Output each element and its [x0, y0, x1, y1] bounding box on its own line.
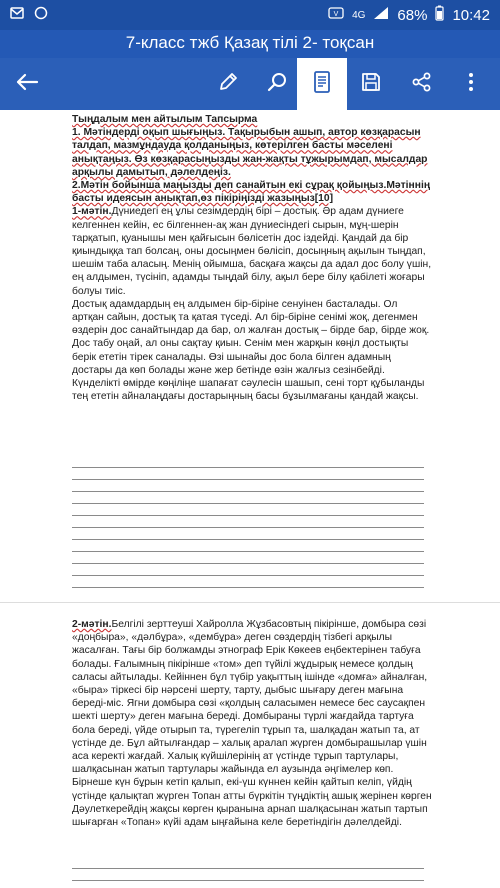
task-item-2: 2.Мәтін бойынша маңызды деп санайтын екі сұрақ қойыңыз.Мәтіннің басты идеясын анықтап,өз пікіріңізді жазыңыз[10] [72, 180, 431, 205]
battery-percent: 68% [397, 6, 428, 24]
page-separator [0, 602, 500, 603]
volte-icon [328, 6, 344, 24]
answer-line [72, 575, 424, 576]
answer-line [72, 467, 424, 468]
answer-line [72, 539, 424, 540]
answer-line [72, 515, 424, 516]
status-right [328, 5, 490, 25]
document-page-top [72, 113, 432, 403]
text1-paragraph-2: Достық адамдардың ең алдымен бір-біріне сенуінен басталады. Ол артқан сайын, достық та қатая түседі. Ал бір-біріне сенімі жоқ, дегенмен өздерін дос санайтындар да бар, ол жалған достық – бірде бар, бірде жоқ. [72, 298, 430, 337]
text2-label: 2-мәтін. [72, 619, 112, 630]
battery-icon [435, 5, 444, 25]
edit-button[interactable] [203, 58, 253, 110]
answer-lines-2 [72, 868, 424, 888]
answer-line [72, 479, 424, 480]
document-title: 7-класс тжб Қазақ тілі 2- тоқсан [0, 30, 500, 58]
clock: 10:42 [452, 6, 490, 24]
search-icon [266, 71, 288, 98]
save-icon [360, 71, 382, 98]
share-button[interactable] [397, 58, 447, 110]
save-button[interactable] [346, 58, 396, 110]
text1-paragraph-1 [72, 205, 432, 297]
share-icon [411, 71, 433, 98]
answer-line [72, 527, 424, 528]
status-left [10, 6, 48, 25]
document-view[interactable] [0, 110, 500, 888]
answer-lines-1 [72, 467, 424, 599]
back-button[interactable] [2, 58, 52, 110]
signal-icon [373, 6, 389, 24]
answer-line [72, 868, 424, 869]
answer-line [72, 880, 424, 881]
notification-icon [10, 6, 24, 25]
answer-line [72, 587, 424, 588]
task-heading: Тыңдалым мен айтылым Тапсырма [72, 114, 258, 125]
search-button[interactable] [252, 58, 302, 110]
svg-text:V: V [333, 11, 339, 18]
notification-icon-2 [34, 6, 48, 25]
toolbar [0, 58, 500, 110]
text1-body-1: Дүниедегі ең ұлы сезімдердің бірі – достық. Әр адам дүниеге келгеннен кейін, ес білгеннен-ақ жан дүниесіндегі сырын, мұң-шерін тарқатып, қуанышы мен қайғысын бөлісетін дос іздейді. Қандай да бір қиындыққа тап болсаң, оны досыңмен бөлісіп, досыңның ақылын тыңдап, шешім таба аласың. Менің ойымша, басқаға жақсы да адал дос болу үшін, ең алдымен, түсініп, адамды тыңдай білу, ақыл бере білу қабілеті жоғары болуы тиіс. [72, 206, 432, 297]
status-bar [0, 0, 500, 30]
document-page-bottom [72, 618, 432, 829]
answer-line [72, 491, 424, 492]
reading-view-icon [312, 70, 332, 99]
text1-paragraph-3: Дос табу оңай, ал оны сақтау қиын. Сенім мен жарқын көңіл достықты берік ететін тірек саналады. Өзі шынайы дос бола білген адамның достары да көп болады және жер бетінде өзін жалғыз сезінбейді. Күнделікті өмірде көңіліңе шапағат сәулесін шашып, сені торт құбыланды тең ететін айналаңдағы достарыңның басы бұзылмағаны қандай жақсы. [72, 338, 425, 403]
text1-label: 1-мәтін. [72, 206, 112, 218]
answer-line [72, 503, 424, 504]
back-arrow-icon [15, 72, 39, 97]
more-button[interactable] [446, 58, 496, 110]
answer-line [72, 551, 424, 552]
more-vertical-icon [467, 71, 475, 98]
text2-body: Белгілі зерттеуші Хайролла Жұзбасовтың пікірінше, домбыра сөзі «доңбыра», «дəлбұра», «дембұра» деген сөздердің тізбегі арқылы жасалған. Тағы бір болжамды этнограф Ерік Көкеев еңбектерінен табуға болады. Ғалымның пікірінше «том» деп түйілі жұдырық немесе қолдың саласы айтылады. Кейіннен бұл түбір уақыттың ішінде «домға» айналған, «быра» тіркесі бір нәрсені шерту, тарту, дыбыс шығару деген мағына береді-міс. Ягни домбыра сөзі «қолдың саласымен немесе бес саусақпен шекті шерту» деген мағына береді. Домбыраны түрлі жағдайда тартуға бола береді, үйде отырып та, түрегеліп тұрып та, шалқадан жатып та, ат үстінде де. Бұл айтылғандар – халық аралап жүрген домбырашылар үшін аса керекті жағдай. Халық күйшілерінің ат үстінде тұрып тартулары, шалқасынан жатып тартулары жайында ел аузында әңгімелер көп. Бірнеше күн бұрын кетіп қалып, екі-үш күннен кейін қайтып келіп, үйдің үстінде қалықтап жүрген Топан атты бүркітін түңдіктің ашық жерінен көрген Дәулеткерейдің жақсы көрген қыранына арнап шалқасынан жатып тартып шығарған «Топан» күйі адам ыңғайына келе беретіндігін дәлелдейді. [72, 619, 432, 829]
answer-line [72, 563, 424, 564]
task-item-1: 1. Мәтіндерді оқып шығыңыз. Тақырыбын ашып, автор көзқарасын талдап, мазмұндауда қолданыңыз, көтерілген басты мәселені анықтаңыз. Өз көзқарасыңызды жан-жақты тұжырымдап, мысалдар арқылы дамытып, дәлелдеңіз. [72, 127, 428, 178]
network-label: 4G [352, 9, 366, 21]
text2-paragraph [72, 618, 432, 829]
pencil-icon [217, 71, 239, 98]
reading-view-button[interactable] [297, 58, 347, 110]
